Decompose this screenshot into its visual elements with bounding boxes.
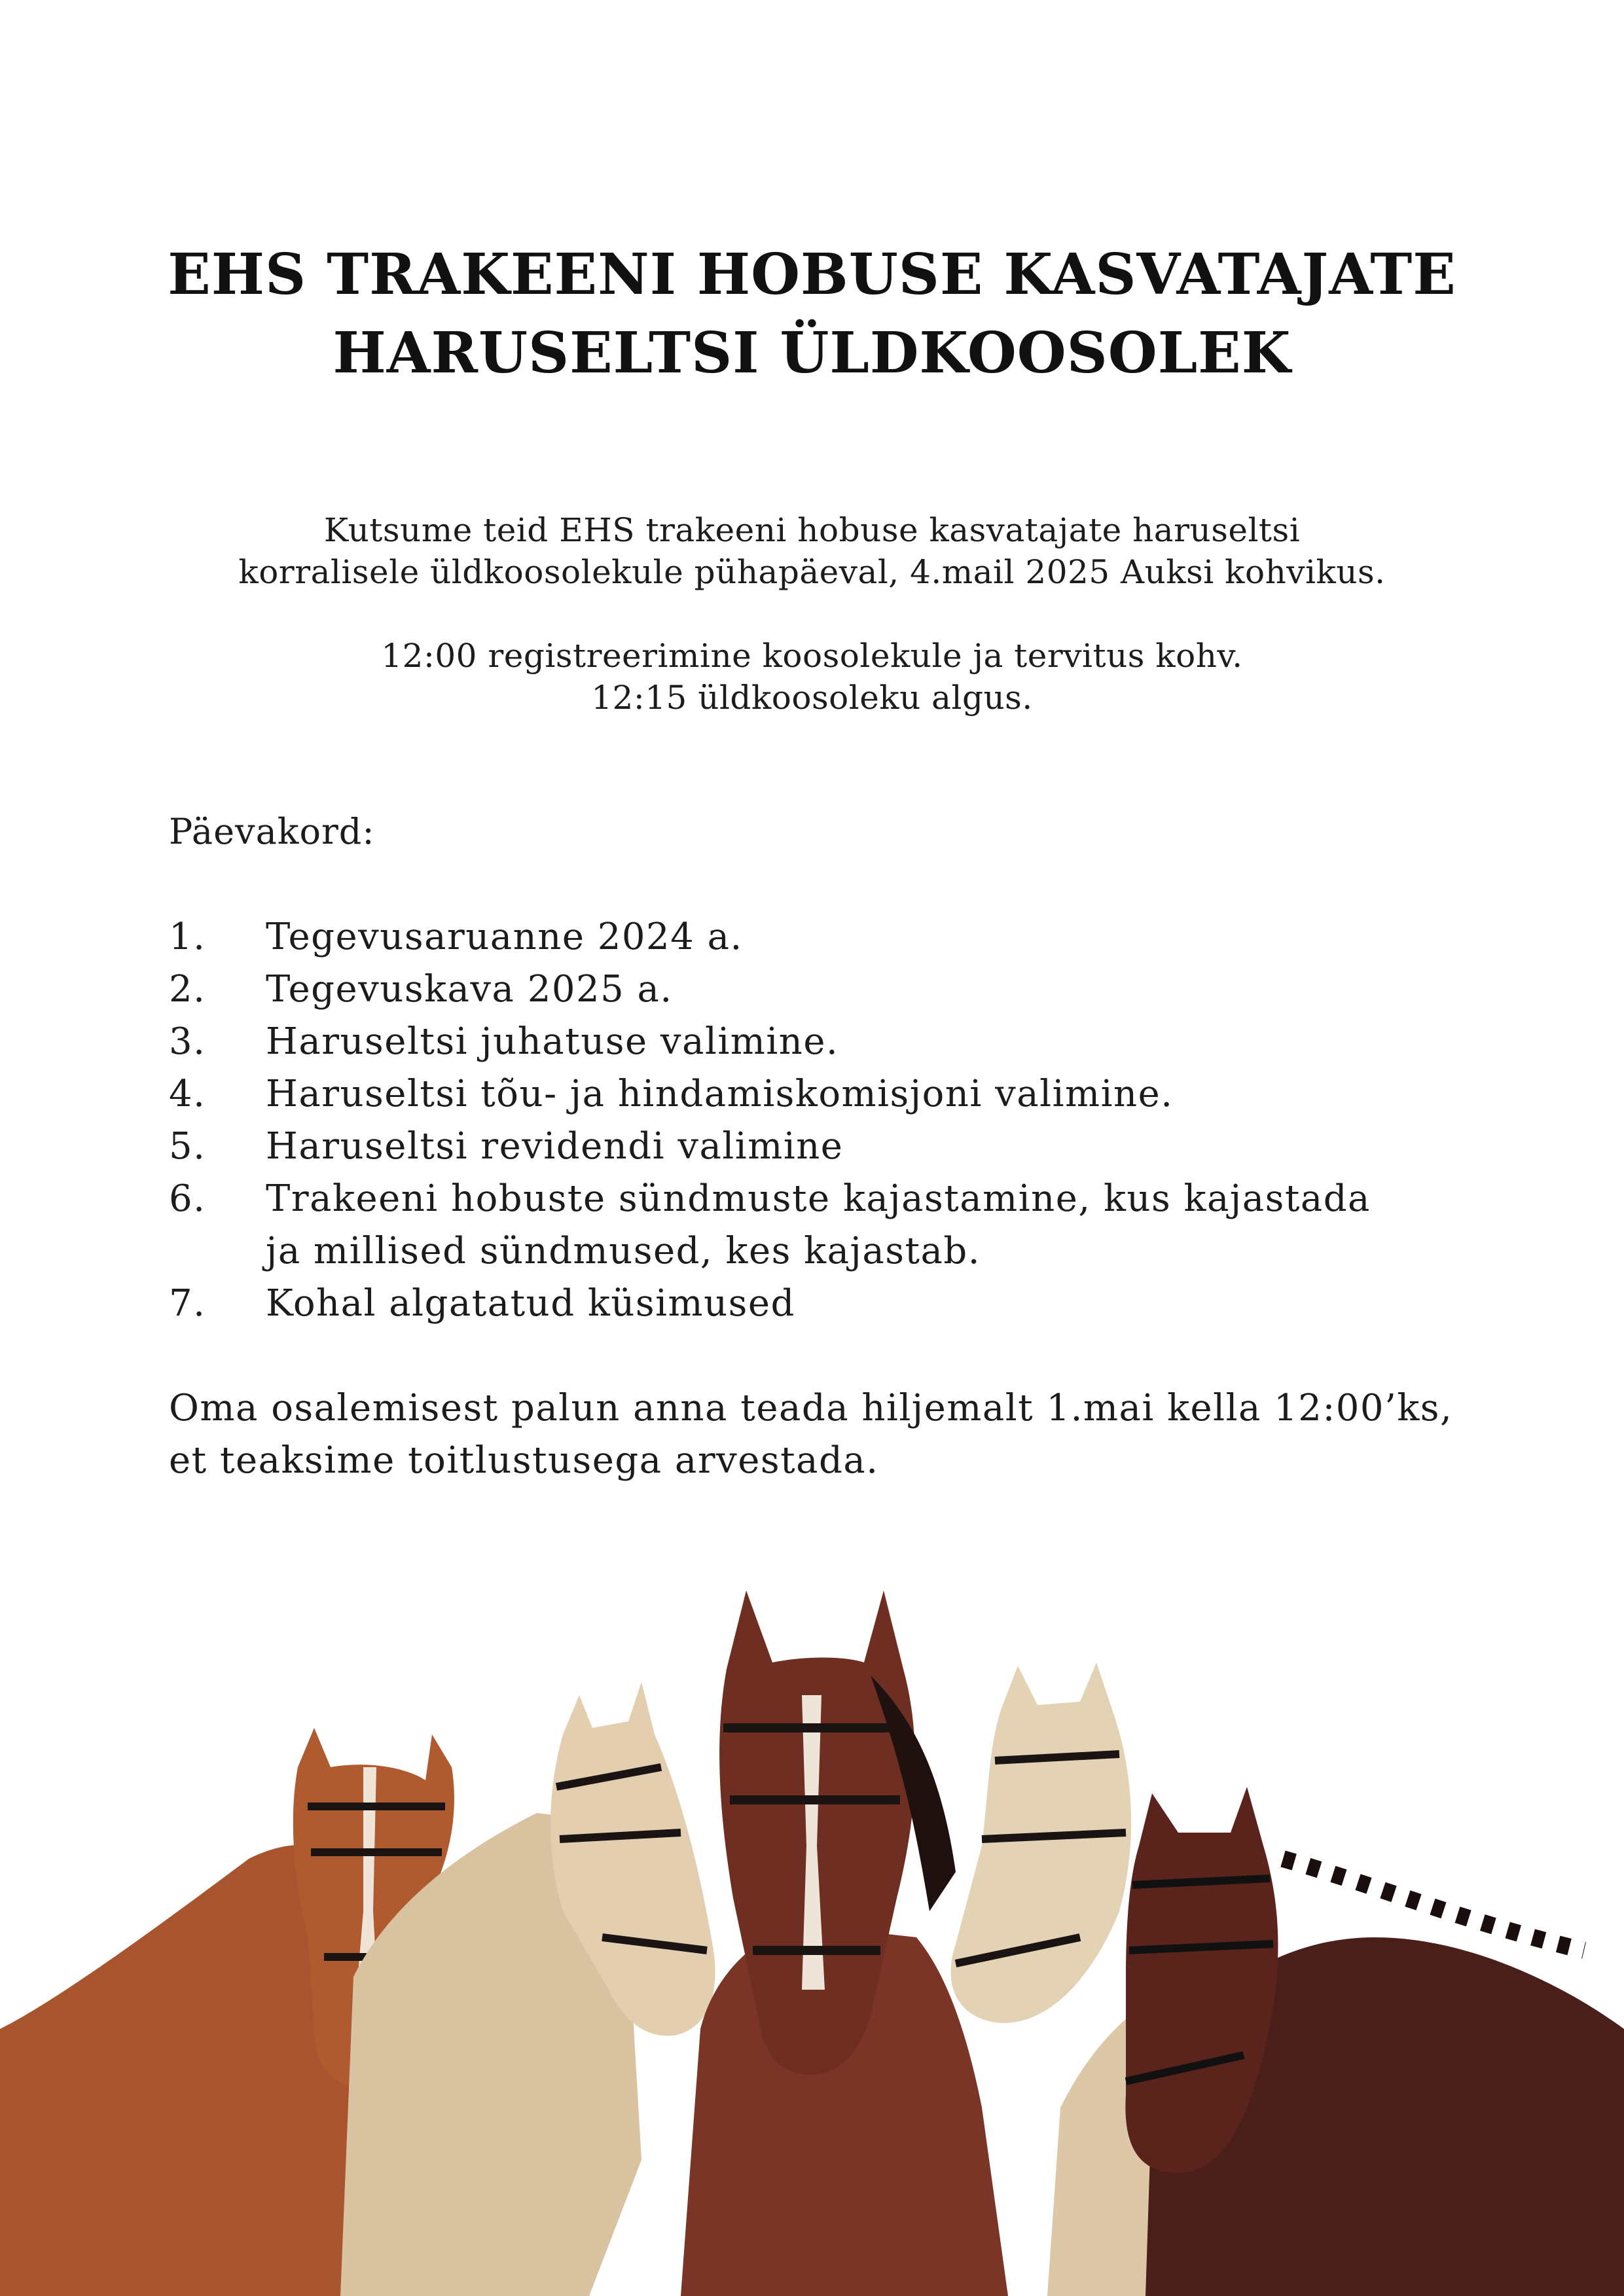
list-item-text: Tegevuskava 2025 a. xyxy=(266,968,673,1011)
list-item-number: 5. xyxy=(169,1125,206,1168)
schedule-line-2: 12:15 üldkoosoleku algus. xyxy=(591,679,1033,717)
list-item-text: Tegevusaruanne 2024 a. xyxy=(266,916,743,958)
title-line-1: EHS TRAKEENI HOBUSE KASVATAJATE xyxy=(168,242,1456,308)
list-item xyxy=(169,1173,1371,1278)
dark-bay-mane-icon xyxy=(1283,1859,1584,1950)
list-item-text-continued: ja millised sündmused, kes kajastab. xyxy=(266,1230,981,1272)
horses-photo-icon xyxy=(0,1571,1624,2296)
list-item xyxy=(169,1278,1371,1330)
list-item-text: Haruseltsi juhatuse valimine. xyxy=(266,1020,839,1063)
list-item xyxy=(169,1121,1371,1173)
list-item-number: 6. xyxy=(169,1177,206,1220)
list-item xyxy=(169,911,1371,963)
rsvp-line-1: Oma osalemisest palun anna teada hiljemalt 1.mai kella 12:00’ks, xyxy=(169,1387,1453,1429)
agenda-list xyxy=(169,911,1371,1330)
list-item-number: 3. xyxy=(169,1020,206,1063)
schedule-line-1: 12:00 registreerimine koosolekule ja tervitus kohv. xyxy=(381,637,1243,675)
list-item-text: Haruseltsi tõu- ja hindamiskomisjoni valimine. xyxy=(266,1073,1174,1115)
invitation-text xyxy=(0,509,1624,593)
list-item xyxy=(169,963,1371,1016)
rsvp-line-2: et teaksime toitlustusega arvestada. xyxy=(169,1439,879,1482)
list-item-text: Kohal algatatud küsimused xyxy=(266,1282,795,1325)
list-item-text-block xyxy=(266,1173,1371,1278)
rsvp-note xyxy=(169,1382,1453,1487)
list-item-number: 1. xyxy=(169,916,206,958)
title-line-2: HARUSELTSI ÜLDKOOSOLEK xyxy=(333,320,1291,386)
list-item-number: 4. xyxy=(169,1073,206,1115)
list-item-text: Trakeeni hobuste sündmuste kajastamine, kus kajastada xyxy=(266,1177,1371,1220)
invitation-line-2: korralisele üldkoosolekule pühapäeval, 4.mail 2025 Auksi kohvikus. xyxy=(238,553,1386,591)
list-item xyxy=(169,1016,1371,1068)
list-item-number: 2. xyxy=(169,968,206,1011)
list-item-number: 7. xyxy=(169,1282,206,1325)
list-item-text: Haruseltsi revidendi valimine xyxy=(266,1125,844,1168)
schedule-text xyxy=(0,635,1624,719)
page-title xyxy=(0,236,1624,393)
list-item xyxy=(169,1068,1371,1121)
invitation-line-1: Kutsume teid EHS trakeeni hobuse kasvatajate haruseltsi xyxy=(323,511,1301,549)
palomino-right-head-icon xyxy=(951,1662,1132,2023)
agenda-heading: Päevakord: xyxy=(169,811,375,852)
